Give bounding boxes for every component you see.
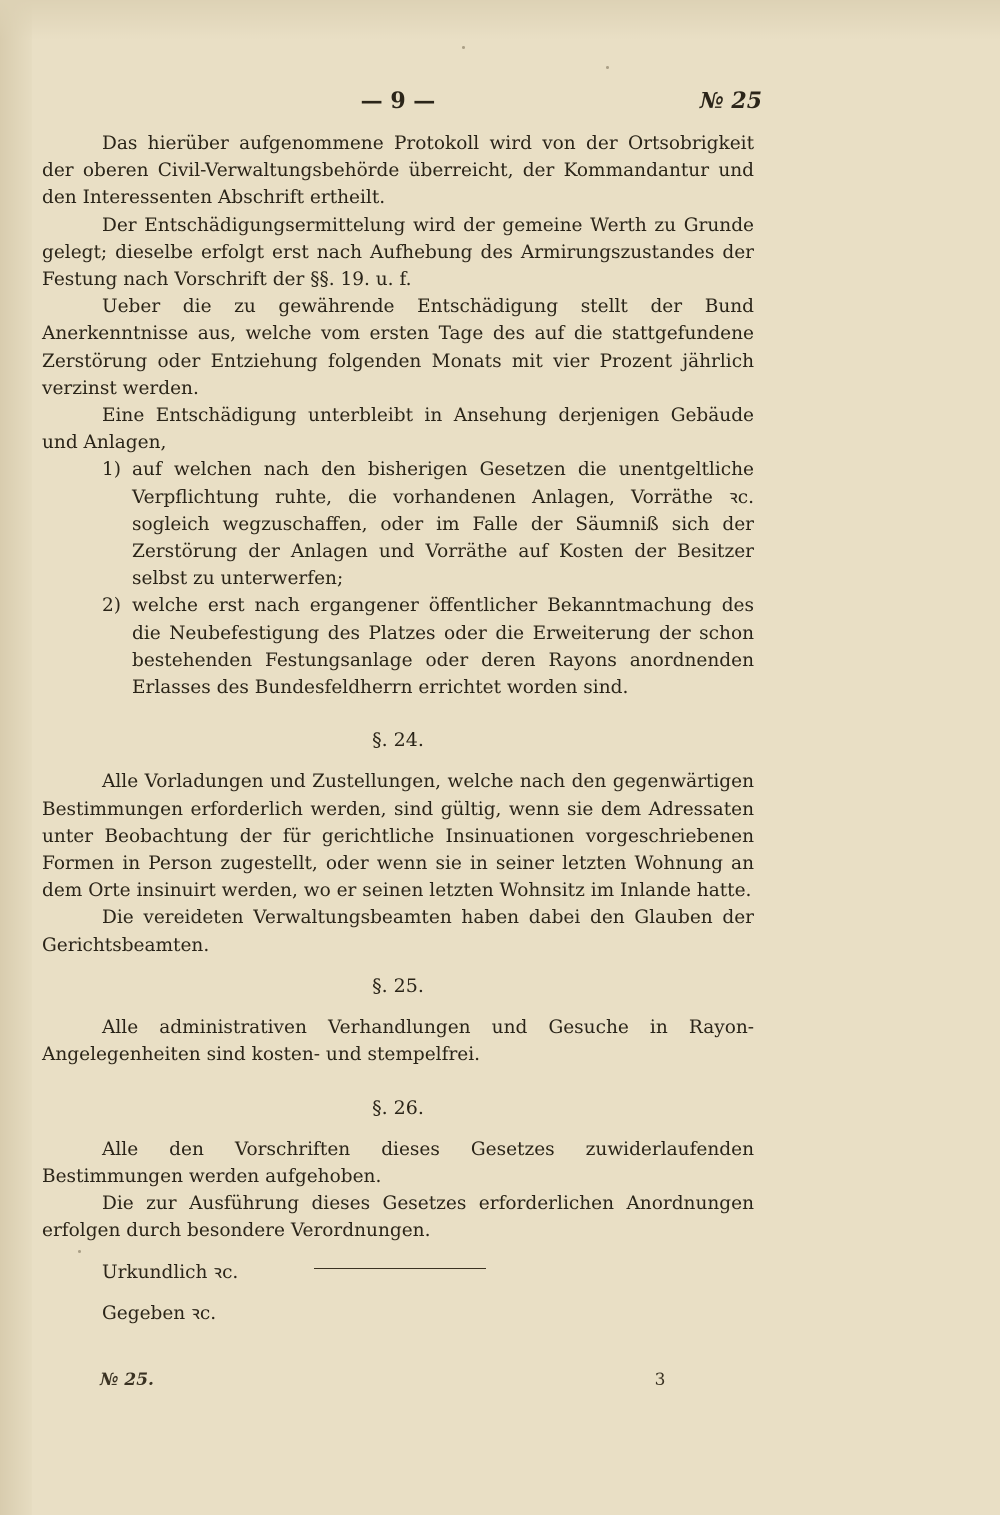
paragraph: Eine Entschädigung unterbleibt in Ansehung derjenigen Gebäude und Anlagen, (42, 405, 754, 454)
section-heading: §. 24. (372, 729, 424, 752)
closing-formula: Gegeben ꝛc. (102, 1302, 217, 1324)
paragraph: Alle administrativen Verhandlungen und Gesuche in Rayon-Angelegenheiten sind kosten- und stempelfrei. (42, 1017, 754, 1066)
list-item-text: auf welchen nach den bisherigen Gesetzen die unentgeltliche Verpflichtung ruhte, die vorhandenen Anlagen, Vorräthe ꝛc. sogleich wegzuschaffen, oder im Falle der Säumniß sich der Zerstörung der Anlagen und Vorräthe auf Kosten der Besitzer selbst zu unterwerfen; (132, 459, 754, 590)
paper-speck (462, 46, 465, 49)
footer-issue-number: № 25. (100, 1370, 154, 1390)
footer-sheet-number: 3 (654, 1370, 666, 1390)
list-item-text: welche erst nach ergangener öffentlicher Bekanntmachung des die Neubefestigung des Platzes oder die Erweiterung der schon bestehenden Festungsanlage oder deren Rayons anordnenden Erlasses des Bundesfeldherrn errichtet worden sind. (132, 595, 754, 699)
list-item (42, 592, 754, 701)
page-edge-shadow (0, 0, 32, 1515)
section-heading: §. 26. (372, 1096, 424, 1119)
page-top-shadow (0, 0, 1000, 40)
page-header (0, 88, 1000, 124)
document-body (42, 130, 754, 1327)
page-number: — 9 — (360, 88, 436, 114)
section-heading: §. 25. (372, 974, 424, 997)
paragraph: Die vereideten Verwaltungsbeamten haben dabei den Glauben der Gerichtsbeamten. (42, 907, 754, 956)
paragraph: Alle den Vorschriften dieses Gesetzes zuwiderlaufenden Bestimmungen werden aufgehoben. (42, 1138, 754, 1187)
list-number: 2) (102, 595, 121, 617)
paragraph: Das hierüber aufgenommene Protokoll wird von der Ortsobrigkeit der oberen Civil-Verwaltungsbehörde überreicht, der Kommandantur und den Interessenten Abschrift ertheilt. (42, 133, 754, 209)
paper-speck (606, 66, 609, 69)
list-item (42, 456, 754, 592)
paragraph: Der Entschädigungsermittelung wird der gemeine Werth zu Grunde gelegt; dieselbe erfolgt erst nach Aufhebung des Armirungszustandes der Festung nach Vorschrift der §§. 19. u. f. (42, 214, 754, 291)
end-rule (314, 1268, 486, 1269)
paragraph: Die zur Ausführung dieses Gesetzes erforderlichen Anordnungen erfolgen durch besondere Verordnungen. (42, 1193, 754, 1242)
paragraph: Alle Vorladungen und Zustellungen, welche nach den gegenwärtigen Bestimmungen erforderlich werden, sind gültig, wenn sie dem Adressaten unter Beobachtung der für gerichtliche Insinuationen vorgeschriebenen Formen in Person zugestellt, oder wenn sie in seiner letzten Wohnung an dem Orte insinuirt werden, wo er seinen letzten Wohnsitz im Inlande hatte. (42, 771, 754, 902)
closing-formula: Urkundlich ꝛc. (102, 1261, 239, 1283)
issue-number: № 25 (699, 88, 762, 114)
paragraph: Ueber die zu gewährende Entschädigung stellt der Bund Anerkenntnisse aus, welche vom ersten Tage des auf die stattgefundene Zerstörung oder Entziehung folgenden Monats mit vier Prozent jährlich verzinst werden. (42, 296, 754, 399)
list-number: 1) (102, 459, 121, 481)
